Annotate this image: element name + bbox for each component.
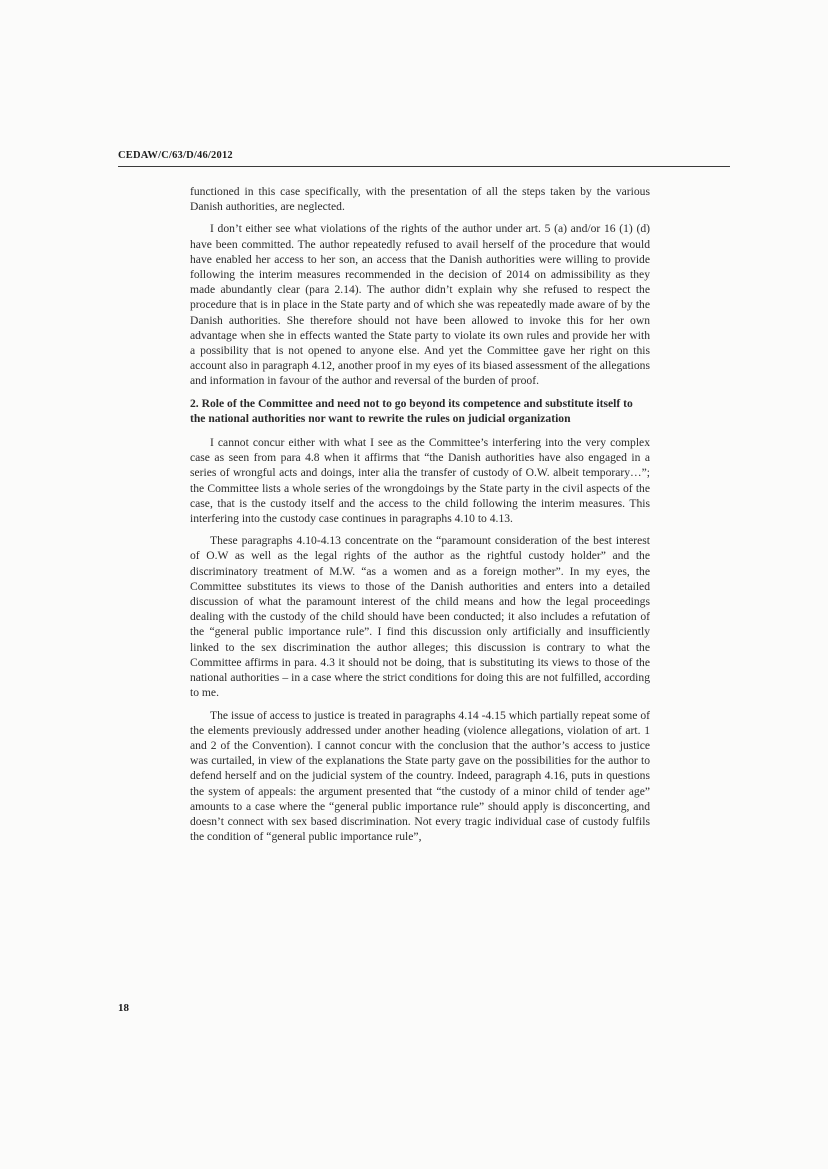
page-number: 18 <box>118 1002 129 1014</box>
paragraph-violations: I don’t either see what violations of the rights of the author under art. 5 (a) and/or 16 (1) (d) have been committed. The author repeatedly refused to avail herself of the procedure that would have enabled her access to her son, an access that the Danish authorities were willing to provide following the interim measures recommended in the decision of 2014 on admissibility as they made abundantly clear (para 2.14). The author didn’t explain why she refused to respect the procedure that is in place in the State party and of which she was repeatedly made aware of by the Danish authorities. She therefore should not have been allowed to invoke this for her own advantage when she in effects wanted the State party to violate its own rules and provide her with a possibility that is not opened to anyone else. And yet the Committee gave her right on this account also in paragraph 4.12, another proof in my eyes of its biased assessment of the allegations and information in favour of the author and reversal of the burden of proof. <box>190 222 650 388</box>
paragraph-access-to-justice: The issue of access to justice is treated in paragraphs 4.14 -4.15 which partially repeat some of the elements previously addressed under another heading (violence allegations, violation of art. 1 and 2 of the Convention). I cannot concur with the conclusion that the author’s access to justice was curtailed, in view of the explanations the State party gave on the possibilities for the author to defend herself and on the judicial system of the country. Indeed, paragraph 4.16, puts in questions the system of appeals: the argument presented that “the custody of a minor child of tender age” amounts to a case where the “general public importance rule” should apply is disconcerting, and doesn’t connect with sex based discrimination. Not every tragic individual case of custody fulfils the condition of “general public importance rule”, <box>190 708 650 844</box>
document-symbol: CEDAW/C/63/D/46/2012 <box>118 150 233 161</box>
paragraph-interference: I cannot concur either with what I see as the Committee’s interfering into the very complex case as seen from para 4.8 when it affirms that “the Danish authorities have also engaged in a series of wrongful acts and doings, inter alia the transfer of custody of O.W. albeit temporary…”; the Committee lists a whole series of the wrongdoings by the State party in the civil aspects of the case, that is the custody itself and the access to the child following the interim measures. This interfering into the custody case continues in paragraphs 4.10 to 4.13. <box>190 436 650 526</box>
paragraph-best-interest: These paragraphs 4.10-4.13 concentrate on the “paramount consideration of the best interest of O.W as well as the legal rights of the author as the rightful custody holder” and the discriminatory treatment of M.W. “as a women and as a foreign mother”. In my eyes, the Committee substitutes its views to those of the Danish authorities and enters into a detailed discussion of what the paramount interest of the child means and how the legal proceedings dealing with the custody of the child should have been conducted; it also includes a refutation of the “general public importance rule”. I find this discussion only artificially and insufficiently linked to the sex discrimination the author alleges; this discussion is contrary to what the Committee affirms in para. 4.3 it should not be doing, that is substituting its views to those of the national authorities – in a case where the strict conditions for doing this are not fulfilled, according to me. <box>190 534 650 700</box>
header-rule <box>118 166 730 167</box>
document-body <box>190 184 650 851</box>
section-heading: 2. Role of the Committee and need not to go beyond its competence and substitute itself to the national authorities nor want to rewrite the rules on judicial organization <box>190 396 633 425</box>
paragraph-continuation: functioned in this case specifically, with the presentation of all the steps taken by the various Danish authorities, are neglected. <box>190 185 650 214</box>
